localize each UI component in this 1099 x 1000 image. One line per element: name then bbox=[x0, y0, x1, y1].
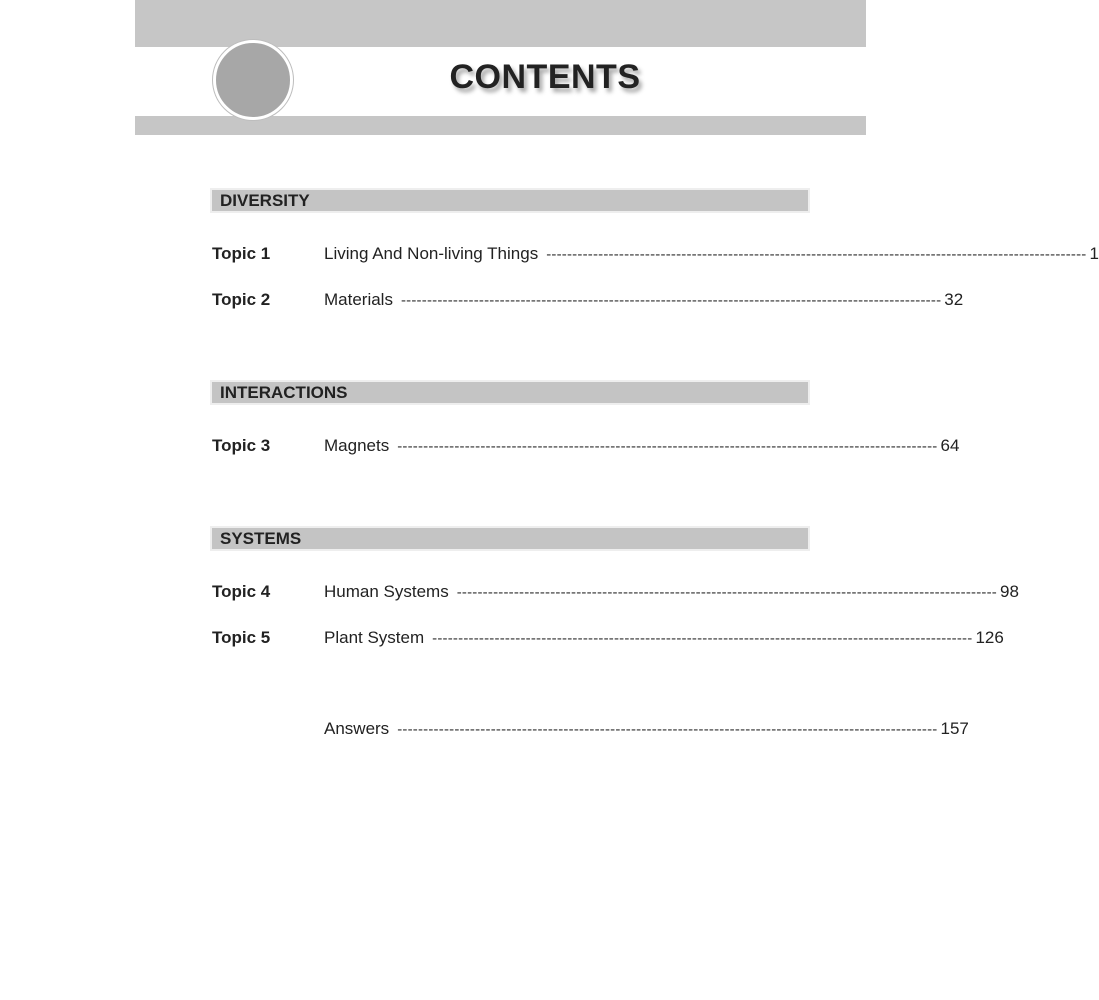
topic-number: Topic 2 bbox=[212, 290, 271, 309]
entry-title: Human Systems bbox=[324, 582, 449, 601]
entry-title: Magnets bbox=[324, 436, 390, 455]
entry-title: Materials bbox=[324, 290, 393, 309]
page-number: 1 bbox=[1089, 244, 1099, 263]
toc-entry[interactable] bbox=[212, 626, 1004, 650]
dot-leader: -------------------------------------------------------------------------------------------------------- bbox=[546, 245, 1087, 263]
topic-number: Topic 4 bbox=[212, 582, 271, 601]
dot-leader: -------------------------------------------------------------------------------------------------------- bbox=[397, 437, 938, 455]
page-number: 32 bbox=[944, 290, 964, 309]
toc-entry[interactable] bbox=[212, 434, 960, 458]
section-bar-systems bbox=[212, 528, 808, 549]
section-bar-interactions bbox=[212, 382, 808, 403]
entry-title: Plant System bbox=[324, 628, 425, 647]
topic-number: Topic 3 bbox=[212, 436, 271, 455]
page-number: 98 bbox=[1000, 582, 1019, 601]
section-label: DIVERSITY bbox=[220, 191, 310, 210]
toc-entry[interactable] bbox=[212, 242, 1099, 266]
section-bar-diversity bbox=[212, 190, 808, 211]
page-number: 126 bbox=[975, 628, 1004, 647]
toc-entry[interactable] bbox=[212, 580, 1019, 604]
toc-entry[interactable] bbox=[212, 288, 964, 312]
header-circle-decoration bbox=[213, 40, 293, 120]
topic-number: Topic 5 bbox=[212, 628, 271, 647]
contents-page bbox=[135, 0, 1099, 1000]
section-label: SYSTEMS bbox=[220, 529, 302, 548]
dot-leader: -------------------------------------------------------------------------------------------------------- bbox=[400, 291, 942, 309]
entry-title: Answers bbox=[324, 719, 390, 738]
toc-entry-answers[interactable] bbox=[212, 717, 969, 741]
topic-number: Topic 1 bbox=[212, 244, 271, 263]
dot-leader: -------------------------------------------------------------------------------------------------------- bbox=[432, 629, 973, 647]
dot-leader: -------------------------------------------------------------------------------------------------------- bbox=[397, 720, 938, 738]
dot-leader: -------------------------------------------------------------------------------------------------------- bbox=[456, 583, 997, 601]
page-number: 157 bbox=[940, 719, 969, 738]
page-number: 64 bbox=[940, 436, 960, 455]
entry-title: Living And Non-living Things bbox=[324, 244, 539, 263]
page-title: CONTENTS bbox=[449, 58, 641, 96]
section-label: INTERACTIONS bbox=[220, 383, 348, 402]
